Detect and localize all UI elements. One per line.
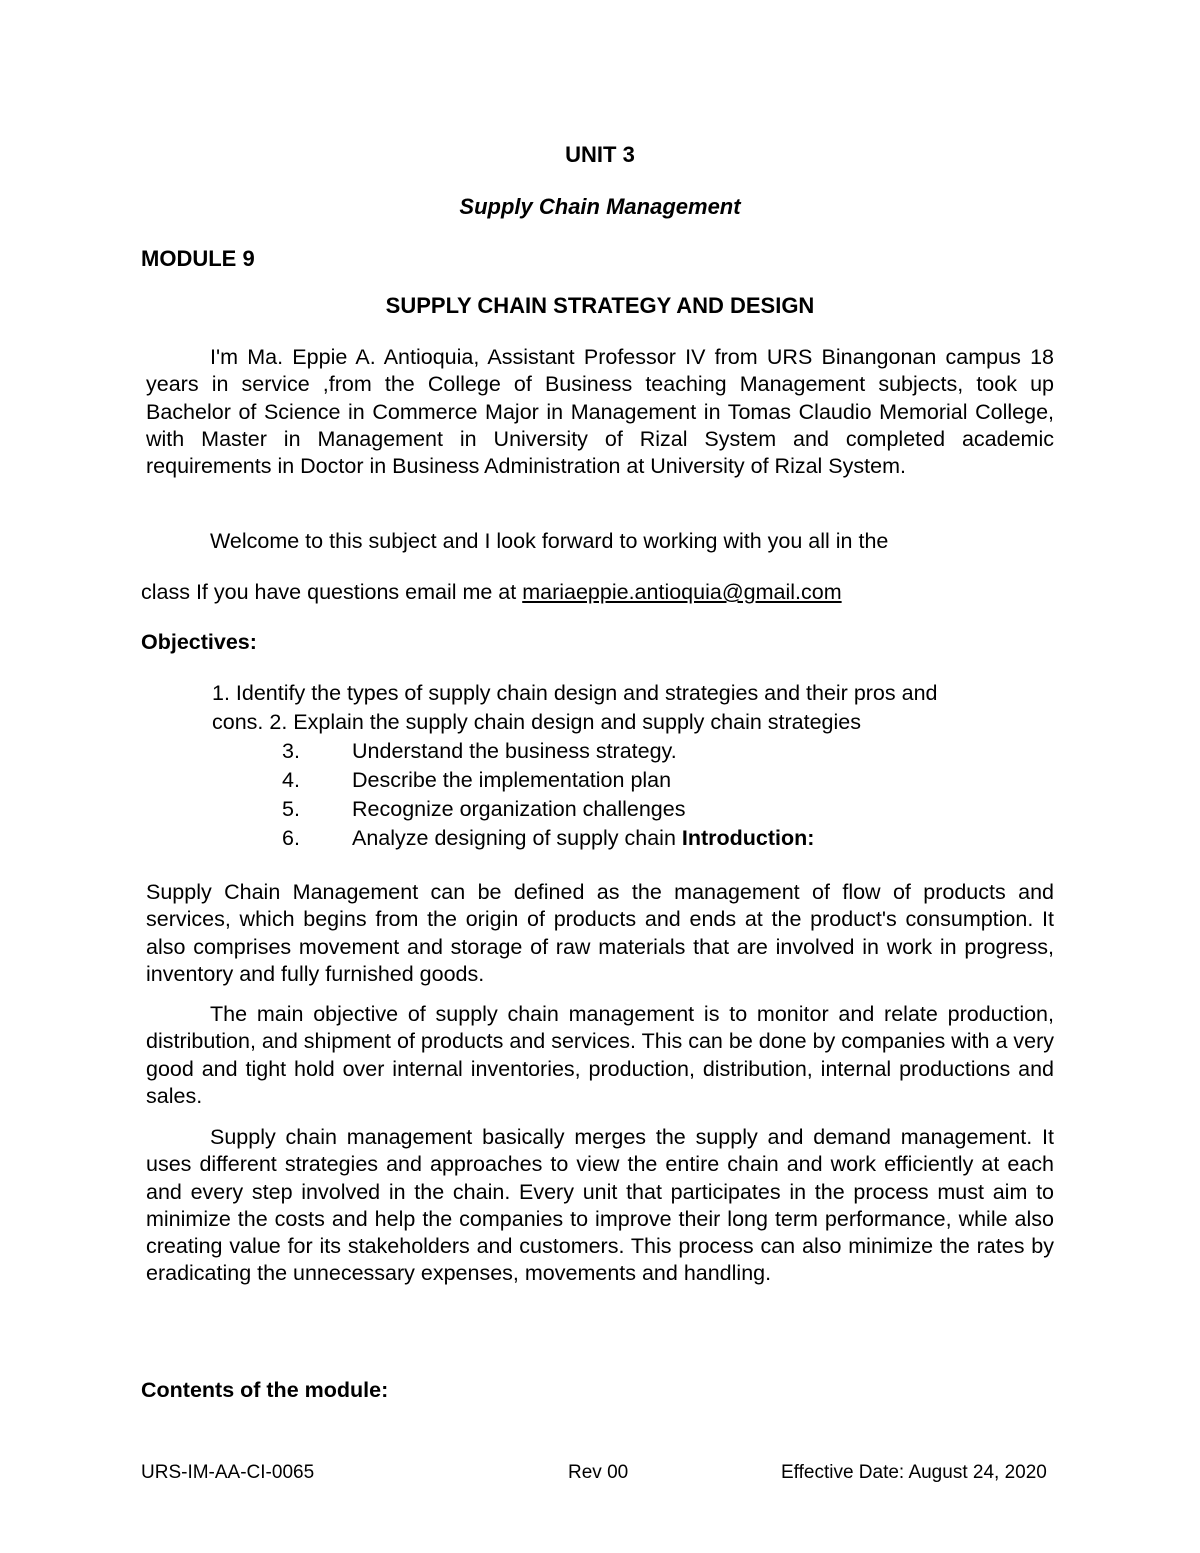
introduction-heading: Introduction:: [681, 826, 815, 850]
footer-effective-date: Effective Date: August 24, 2020: [781, 1462, 1047, 1483]
objective-text-content: Analyze designing of supply chain: [352, 826, 682, 850]
author-bio-paragraph: I'm Ma. Eppie A. Antioquia, Assistant Professor IV from URS Binangonan campus 18 years in service ,from the College of Business teaching Management subjects, took up Bachelor of Science in Commerce Major in Management in Tomas Claudio Memorial College, with Master in Management in University of Rizal System and completed academic requirements in Doctor in Business Administration at University of Rizal System.: [146, 345, 1054, 479]
email-link[interactable]: mariaeppie.antioquia@gmail.com: [522, 580, 842, 604]
email-line: [141, 580, 842, 605]
objective-text: Understand the business strategy.: [352, 739, 677, 763]
objective-line-1: 1. Identify the types of supply chain design and strategies and their pros and: [212, 681, 938, 705]
footer-document-code: URS-IM-AA-CI-0065: [141, 1462, 315, 1483]
module-title: SUPPLY CHAIN STRATEGY AND DESIGN: [385, 293, 815, 318]
objective-number: 5.: [282, 797, 300, 821]
footer-revision: Rev 00: [568, 1462, 629, 1483]
module-heading: MODULE 9: [141, 246, 255, 271]
objective-number: 3.: [282, 739, 300, 763]
objective-number: 6.: [282, 826, 300, 850]
objective-text: Describe the implementation plan: [352, 768, 672, 792]
unit-heading: UNIT 3: [565, 142, 635, 167]
unit-subtitle: Supply Chain Management: [459, 194, 741, 219]
email-prefix: class If you have questions email me at: [141, 580, 523, 604]
introduction-paragraph-3: Supply chain management basically merges the supply and demand management. It uses different strategies and approaches to view the entire chain and work efficiently at each and every step involved in the chain. Every unit that participates in the process must aim to minimize the costs and help the companies to improve their long term performance, while also creating value for its stakeholders and customers. This process can also minimize the rates by eradicating the unnecessary expenses, movements and handling.: [146, 1125, 1054, 1286]
objective-text: Recognize organization challenges: [352, 797, 686, 821]
introduction-paragraph-1: Supply Chain Management can be defined as the management of flow of products and services, which begins from the origin of products and ends at the product's consumption. It also comprises movement and storage of raw materials that are involved in work in progress, inventory and fully furnished goods.: [146, 880, 1054, 986]
introduction-paragraph-2: The main objective of supply chain management is to monitor and relate production, distribution, and shipment of products and services. This can be done by companies with a very good and tight hold over internal inventories, production, distribution, internal productions and sales.: [146, 1002, 1054, 1108]
contents-heading: Contents of the module:: [141, 1378, 389, 1402]
objective-line-2: cons. 2. Explain the supply chain design and supply chain strategies: [212, 710, 861, 734]
objectives-heading: Objectives:: [141, 630, 257, 654]
welcome-text: Welcome to this subject and I look forward to working with you all in the: [210, 529, 889, 553]
objective-text: [352, 826, 814, 851]
objective-number: 4.: [282, 768, 300, 792]
